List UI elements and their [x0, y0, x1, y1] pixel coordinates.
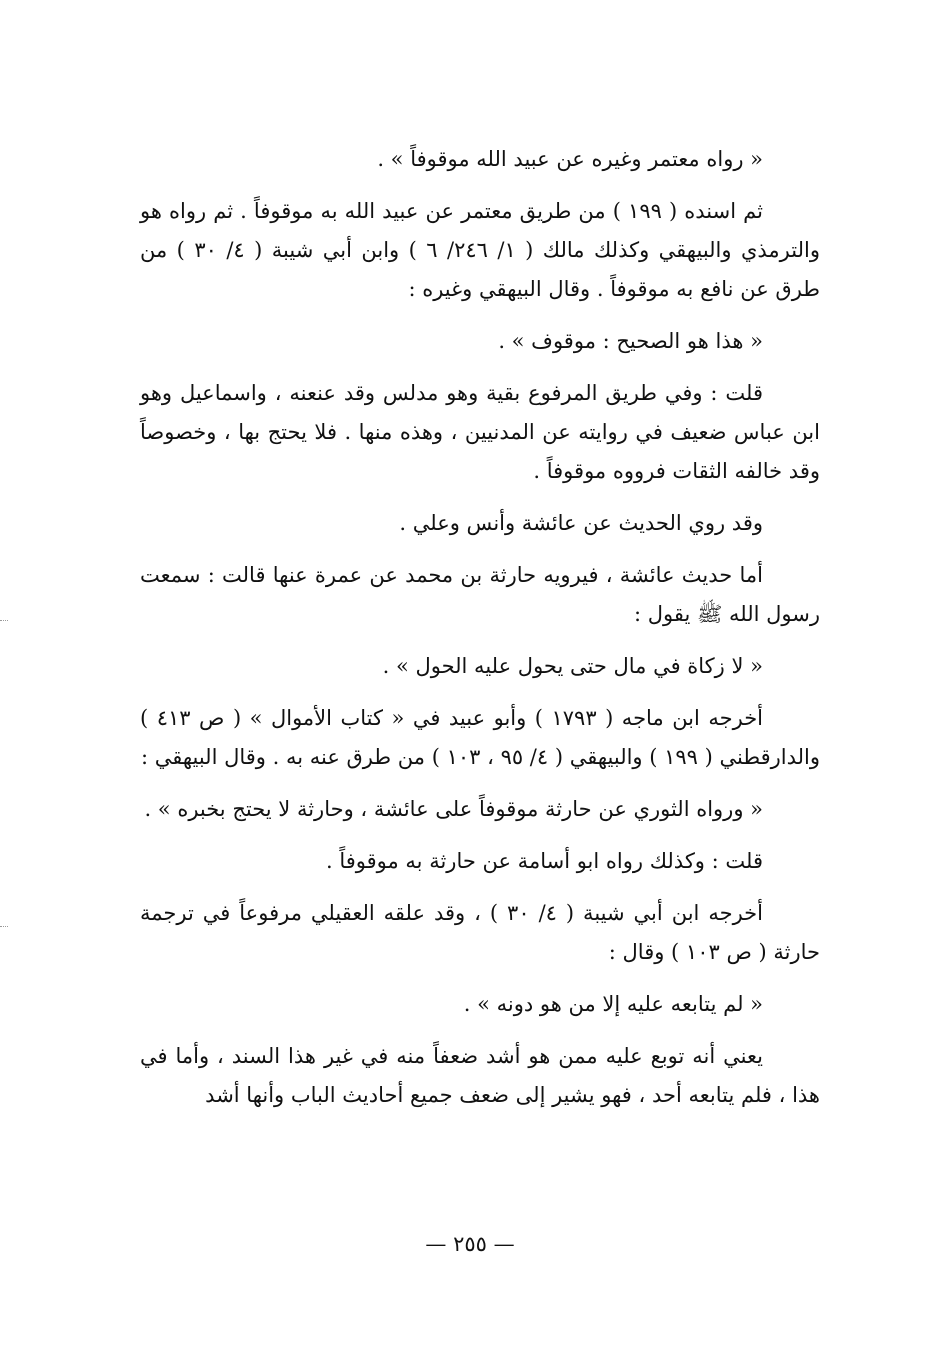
text-paragraph: قلت : وكذلك رواه ابو أسامة عن حارثة به موقوفاً .	[325, 849, 763, 873]
quote-paragraph: « لا زكاة في مال حتى يحول عليه الحول » .	[382, 654, 763, 678]
page-body	[140, 140, 820, 1290]
quote-paragraph: « ورواه الثوري عن حارثة موقوفاً على عائشة ، وحارثة لا يحتج بخبره » .	[144, 797, 763, 821]
text-paragraph: أخرجه ابن ماجه ( ١٧٩٣ ) وأبو عبيد في « كتاب الأموال » ( ص ٤١٣ ) والدارقطني ( ١٩٩ ) والبيهقي ( ٤/ ٩٥ ، ١٠٣ ) من طرق عنه به . وقال البيهقي :	[140, 706, 820, 769]
text-paragraph: أخرجه ابن أبي شيبة ( ٤/ ٣٠ ) ، وقد علقه العقيلي مرفوعاً في ترجمة حارثة ( ص ١٠٣ ) وقال :	[140, 901, 820, 964]
text-paragraph: يعني أنه توبع عليه ممن هو أشد ضعفاً منه في غير هذا السند ، وأما في هذا ، فلم يتابعه أحد ، فهو يشير إلى ضعف جميع أحاديث الباب وأنها أشد	[140, 1044, 820, 1107]
text-paragraph: أما حديث عائشة ، فيرويه حارثة بن محمد عن عمرة عنها قالت : سمعت رسول الله ﷺ يقول :	[140, 563, 820, 626]
quote-paragraph: « لم يتابعه عليه إلا من هو دونه » .	[463, 992, 763, 1016]
text-paragraph: قلت : وفي طريق المرفوع بقية وهو مدلس وقد عنعنه ، واسماعيل وهو ابن عباس ضعيف في روايته عن المدنيين ، وهذه منها . فلا يحتج بها ، وخصوصاً وقد خالفه الثقات فرووه موقوفاً .	[140, 381, 820, 483]
quote-paragraph: « رواه معتمر وغيره عن عبيد الله موقوفاً » .	[377, 147, 763, 171]
quote-paragraph: « هذا هو الصحيح : موقوف » .	[498, 329, 763, 353]
scan-edge-mark	[0, 620, 8, 621]
scan-edge-mark	[0, 926, 8, 927]
text-paragraph: وقد روي الحديث عن عائشة وأنس وعلي .	[399, 511, 763, 535]
text-paragraph: ثم اسنده ( ١٩٩ ) من طريق معتمر عن عبيد الله به موقوفاً . ثم رواه هو والترمذي والبيهقي وكذلك مالك ( ١/ ٢٤٦/ ٦ ) وابن أبي شيبة ( ٤/ ٣٠ ) من طرق عن نافع به موقوفاً . وقال البيهقي وغيره :	[140, 199, 820, 301]
page-number: — ٢٥٥ —	[425, 1232, 515, 1256]
